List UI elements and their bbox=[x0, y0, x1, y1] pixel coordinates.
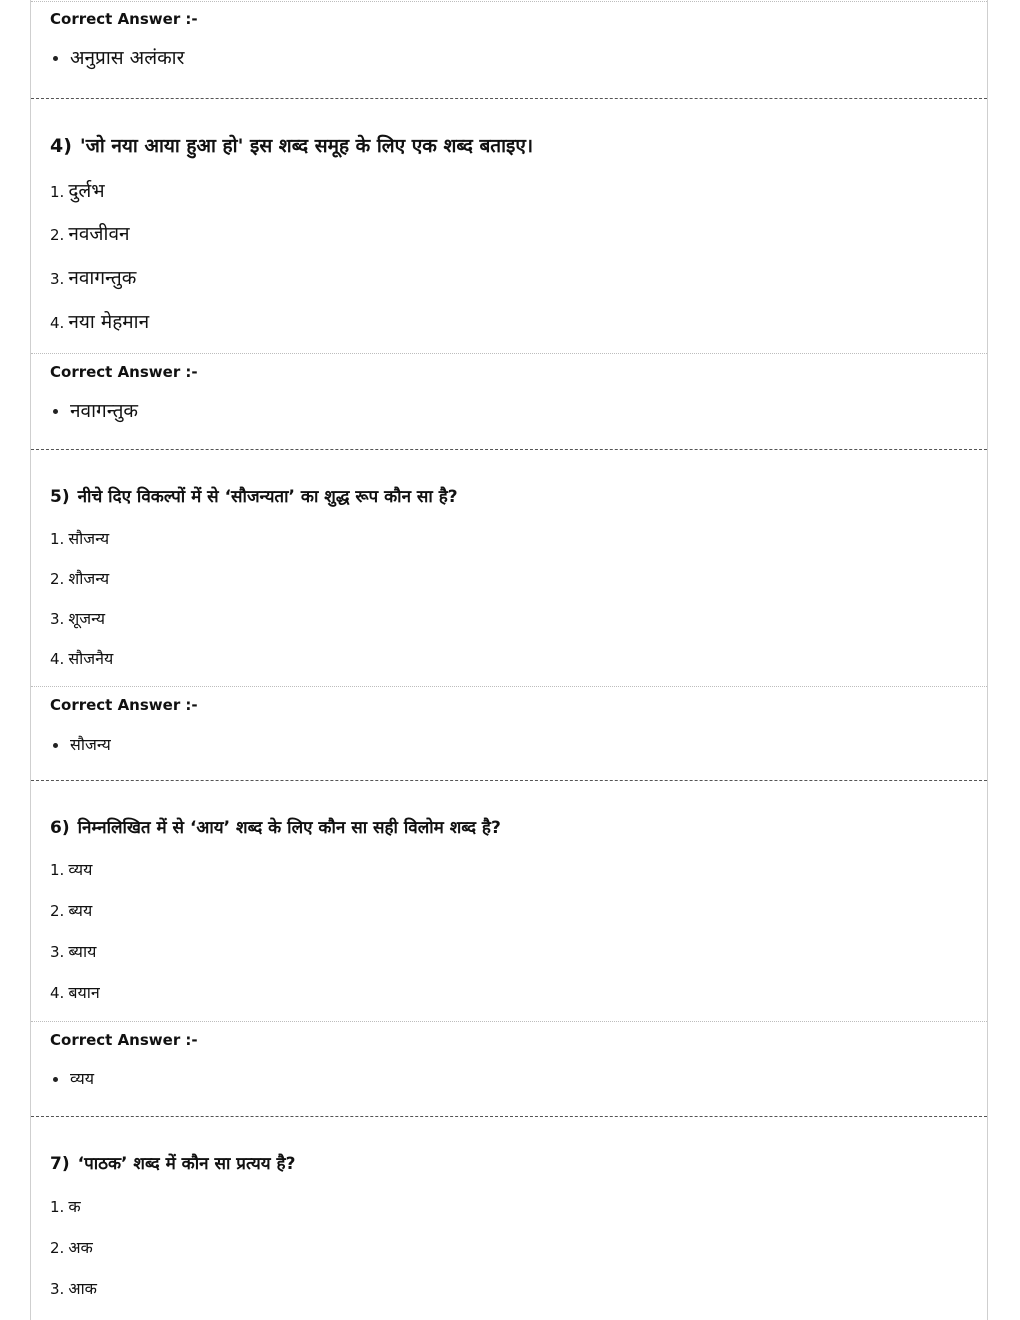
bullet-icon bbox=[53, 743, 58, 748]
option-text: ब्याय bbox=[68, 942, 97, 961]
answer-block-5 bbox=[31, 695, 987, 715]
option-number: 1. bbox=[50, 1198, 65, 1216]
separator-dashed bbox=[31, 780, 987, 781]
bullet-icon bbox=[53, 56, 58, 61]
question-title bbox=[50, 1151, 987, 1177]
option-text: नवजीवन bbox=[68, 223, 130, 245]
question-paper-page bbox=[30, 0, 988, 1320]
option-number: 2. bbox=[50, 226, 65, 244]
option-number: 1. bbox=[50, 530, 65, 548]
option-text: दुर्लभ bbox=[68, 180, 105, 202]
option-item bbox=[50, 857, 92, 883]
separator-dashed bbox=[31, 449, 987, 450]
option-number: 1. bbox=[50, 861, 65, 879]
question-title bbox=[50, 815, 987, 841]
option-item bbox=[50, 566, 109, 592]
answer-item-6 bbox=[31, 1066, 987, 1092]
answer-block-4 bbox=[31, 362, 987, 382]
question-title bbox=[50, 133, 987, 159]
answer-label: Correct Answer :- bbox=[50, 1031, 198, 1049]
option-number: 1. bbox=[50, 183, 65, 201]
answer-label: Correct Answer :- bbox=[50, 696, 198, 714]
question-number: 7) bbox=[50, 1154, 70, 1174]
option-item bbox=[50, 526, 109, 552]
option-text: शूजन्य bbox=[68, 609, 106, 628]
option-item bbox=[50, 606, 105, 632]
option-text: क bbox=[68, 1197, 81, 1216]
option-item bbox=[50, 221, 130, 248]
option-number: 3. bbox=[50, 1280, 65, 1298]
option-text: शौजन्य bbox=[68, 569, 110, 588]
option-number: 2. bbox=[50, 1239, 65, 1257]
question-number: 5) bbox=[50, 487, 70, 507]
option-item bbox=[50, 265, 136, 292]
answer-item-5 bbox=[31, 732, 987, 758]
option-number: 4. bbox=[50, 984, 65, 1002]
separator-dotted bbox=[31, 353, 987, 354]
option-number: 4. bbox=[50, 650, 65, 668]
question-7 bbox=[31, 1151, 987, 1177]
option-text: व्यय bbox=[68, 860, 93, 879]
question-number: 4) bbox=[50, 135, 72, 157]
question-5 bbox=[31, 484, 987, 510]
separator-dotted bbox=[31, 686, 987, 687]
option-item bbox=[50, 646, 113, 672]
separator-dotted bbox=[31, 1021, 987, 1022]
bullet-icon bbox=[53, 1077, 58, 1082]
option-item bbox=[50, 939, 96, 965]
answer-block-6 bbox=[31, 1030, 987, 1050]
option-item bbox=[50, 309, 149, 336]
option-item bbox=[50, 1276, 97, 1302]
option-item bbox=[50, 1235, 93, 1261]
question-6 bbox=[31, 815, 987, 841]
answer-text: नवागन्तुक bbox=[70, 400, 139, 422]
option-text: अक bbox=[68, 1238, 93, 1257]
answer-text: सौजन्य bbox=[70, 735, 111, 754]
option-text: सौजनैय bbox=[68, 649, 114, 668]
option-item bbox=[50, 898, 92, 924]
separator-dashed bbox=[31, 1116, 987, 1117]
answer-text: व्यय bbox=[70, 1069, 95, 1088]
option-text: सौजन्य bbox=[68, 529, 110, 548]
option-number: 3. bbox=[50, 270, 65, 288]
option-item bbox=[50, 1194, 81, 1220]
option-text: आक bbox=[68, 1279, 97, 1298]
option-text: नवागन्तुक bbox=[68, 267, 137, 289]
question-text: ‘पाठक’ शब्द में कौन सा प्रत्यय है? bbox=[77, 1154, 296, 1174]
question-number: 6) bbox=[50, 818, 70, 838]
option-text: नया मेहमान bbox=[68, 311, 150, 333]
answer-item-prev bbox=[31, 45, 987, 71]
question-title bbox=[50, 484, 987, 510]
option-number: 2. bbox=[50, 902, 65, 920]
option-number: 2. bbox=[50, 570, 65, 588]
option-number: 3. bbox=[50, 943, 65, 961]
bullet-icon bbox=[53, 409, 58, 414]
question-text: 'जो नया आया हुआ हो' इस शब्द समूह के लिए एक शब्द बताइए। bbox=[79, 135, 534, 157]
option-text: ब्यय bbox=[68, 901, 93, 920]
option-text: बयान bbox=[68, 983, 100, 1002]
option-item bbox=[50, 980, 100, 1006]
separator-dotted bbox=[31, 1, 987, 2]
answer-label: Correct Answer :- bbox=[50, 363, 198, 381]
separator-dashed bbox=[31, 98, 987, 99]
answer-item-4 bbox=[31, 398, 987, 424]
question-4 bbox=[31, 133, 987, 159]
option-number: 4. bbox=[50, 314, 65, 332]
answer-block-prev bbox=[31, 9, 987, 29]
question-text: निम्नलिखित में से ‘आय’ शब्द के लिए कौन सा सही विलोम शब्द है? bbox=[77, 818, 501, 838]
answer-label: Correct Answer :- bbox=[50, 10, 198, 28]
option-item bbox=[50, 178, 105, 205]
question-text: नीचे दिए विकल्पों में से ‘सौजन्यता’ का शुद्ध रूप कौन सा है? bbox=[77, 487, 458, 507]
answer-text: अनुप्रास अलंकार bbox=[70, 47, 185, 69]
option-number: 3. bbox=[50, 610, 65, 628]
